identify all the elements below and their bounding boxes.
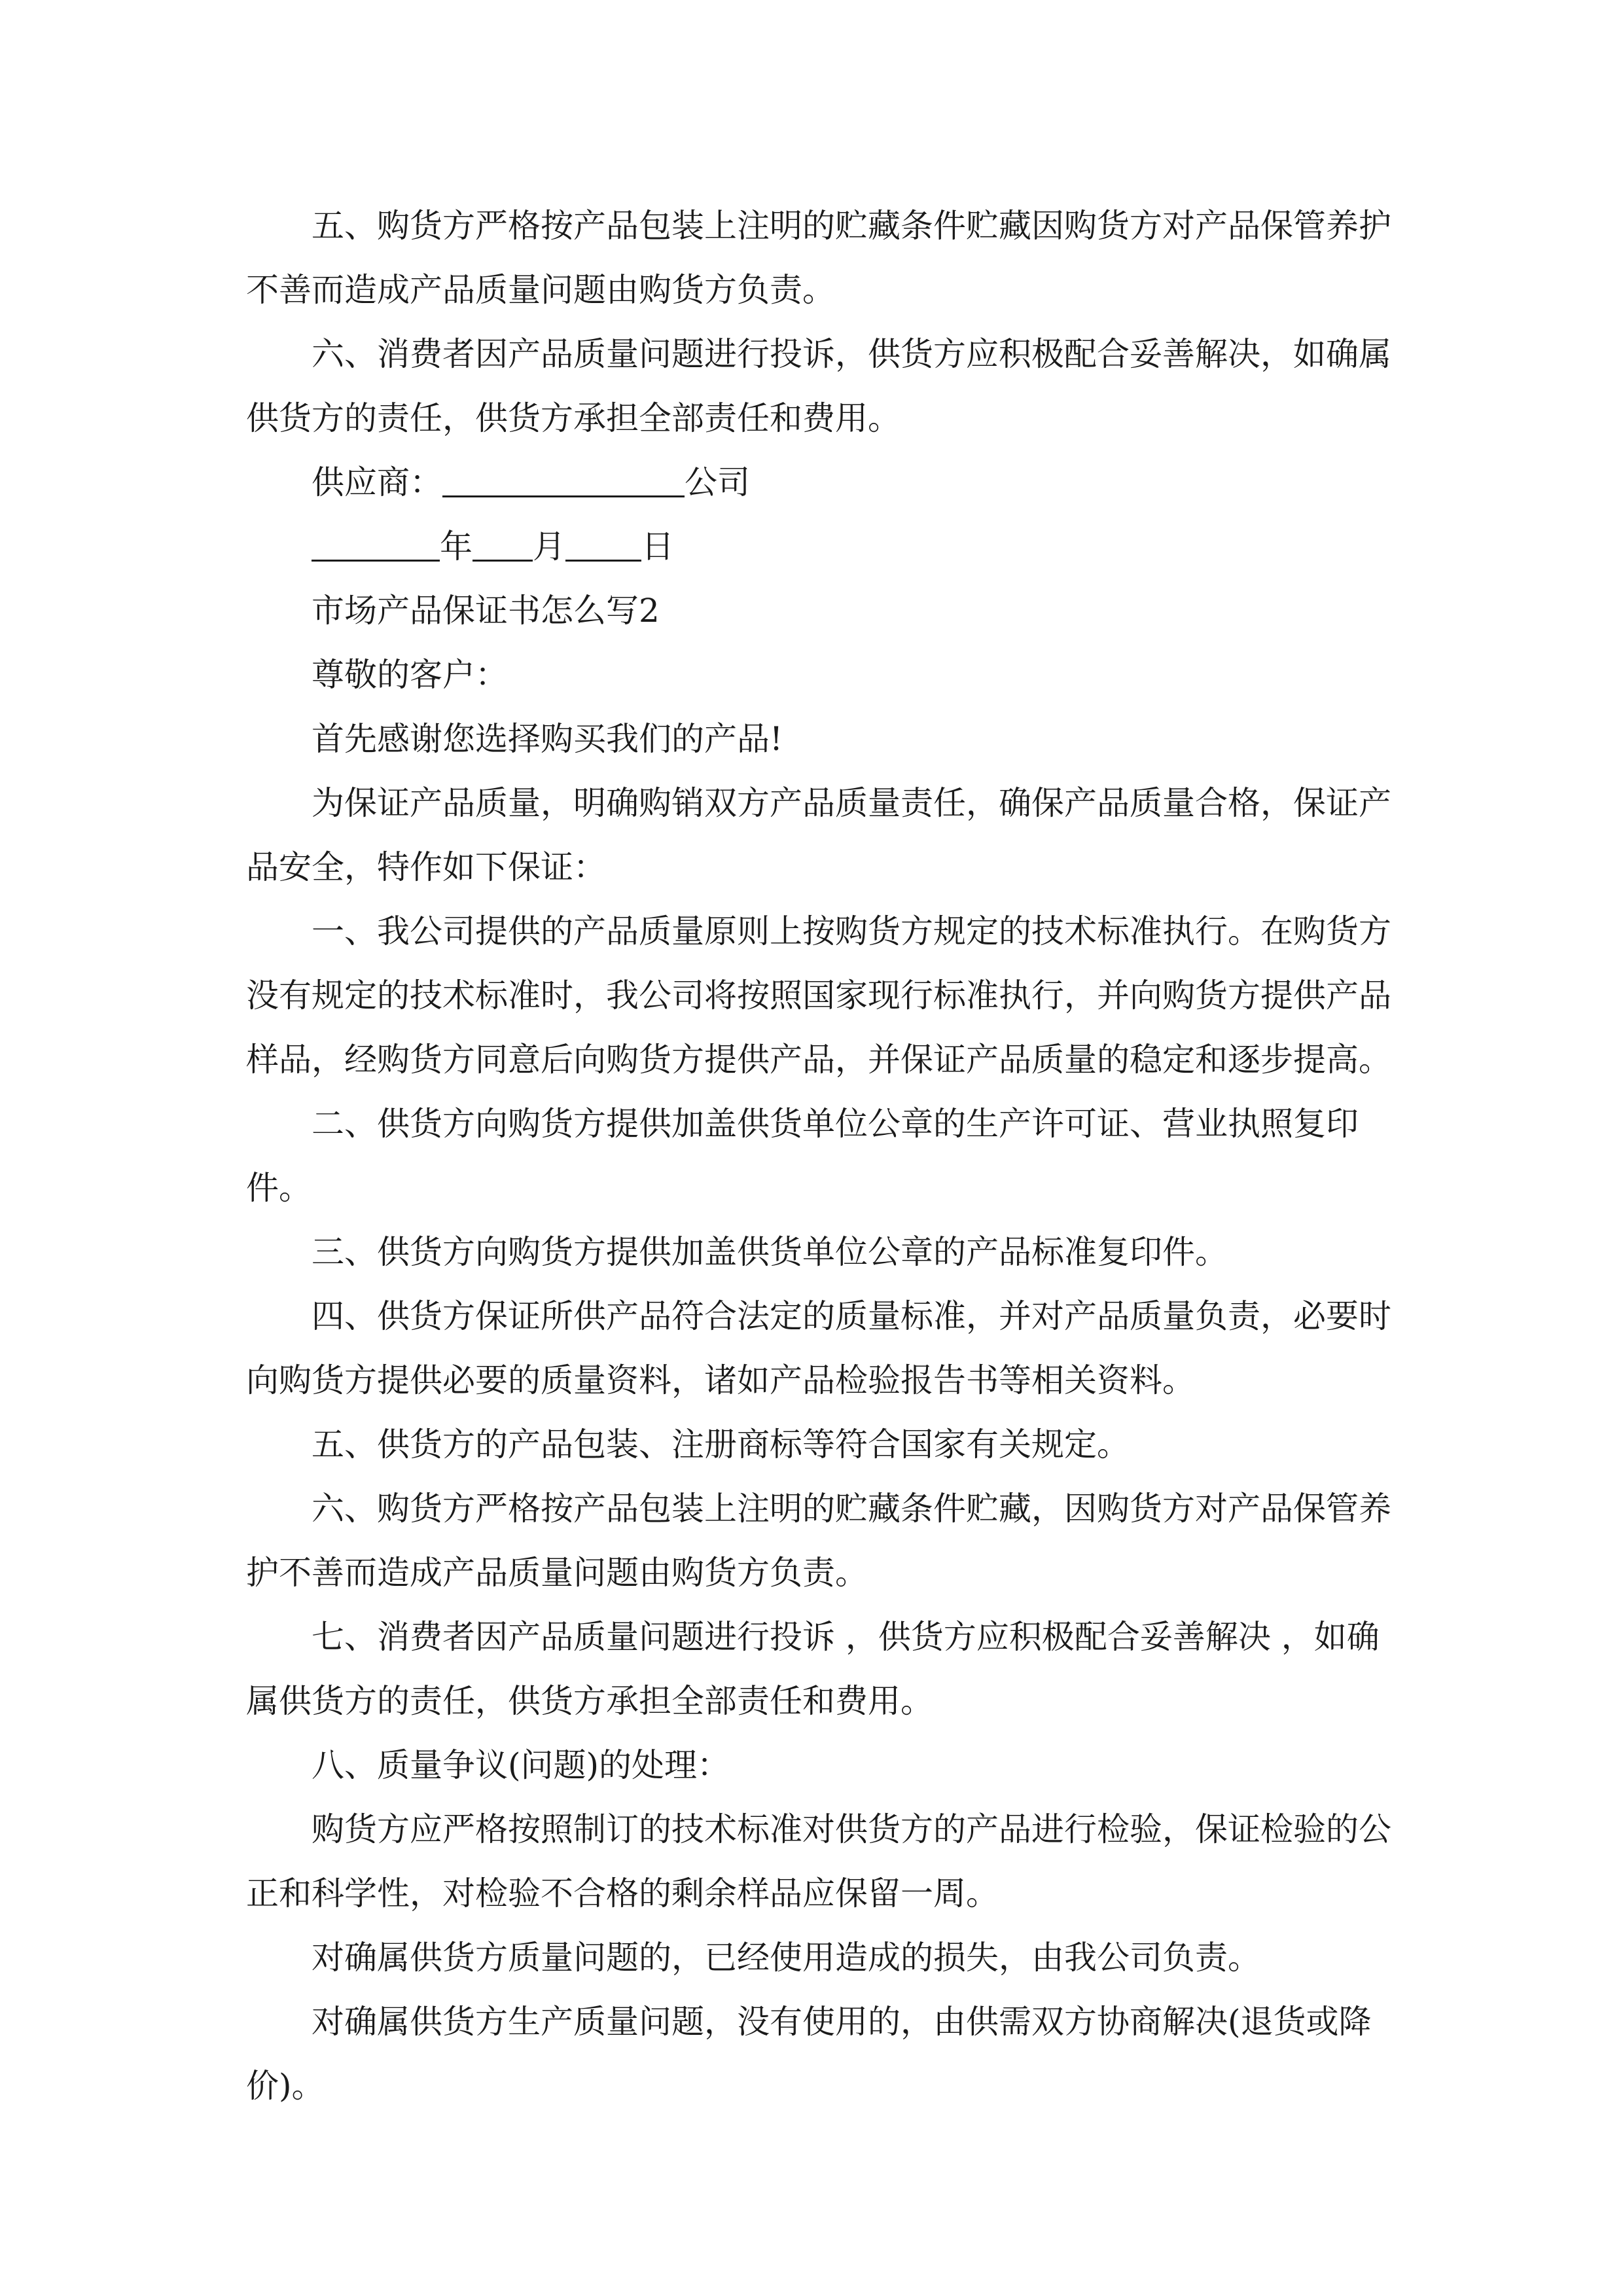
- section-title: 市场产品保证书怎么写2: [312, 592, 660, 630]
- body-paragraph: 六、购货方严格按产品包装上注明的贮藏条件贮藏，因购货方对产品保管养护不善而造成产品质量问题由购货方负责。: [246, 1490, 1391, 1592]
- supplier-line: [246, 450, 1398, 514]
- supplier-suffix: 公司: [685, 463, 750, 501]
- body-paragraph: 首先感谢您选择购买我们的产品!: [312, 720, 783, 758]
- clause-5-part1: 五、购货方严格按产品包装上注明的贮藏条件贮藏因购货方对产品保管养护不善而造成产品质量问题由购货方负责。: [246, 207, 1391, 309]
- month-label: 月: [533, 528, 565, 565]
- body-paragraph: 四、供货方保证所供产品符合法定的质量标准，并对产品质量负责，必要时向购货方提供必要的质量资料，诸如产品检验报告书等相关资料。: [246, 1297, 1391, 1399]
- body-paragraph: 七、消费者因产品质量问题进行投诉 ，供货方应积极配合妥善解决 ，如确属供货方的责任，供货方承担全部责任和费用。: [246, 1618, 1380, 1720]
- body-paragraph: 二、供货方向购货方提供加盖供货单位公章的生产许可证、营业执照复印件。: [246, 1105, 1359, 1207]
- body-paragraph: 对确属供货方生产质量问题，没有使用的，由供需双方协商解决(退货或降价)。: [246, 2003, 1372, 2105]
- body-paragraph: 八、质量争议(问题)的处理：: [312, 1746, 730, 1784]
- year-blank: [312, 522, 440, 562]
- supplier-name-blank: [442, 457, 685, 497]
- body-paragraph: 五、供货方的产品包装、注册商标等符合国家有关规定。: [312, 1426, 1130, 1463]
- salutation: 尊敬的客户：: [312, 656, 508, 694]
- body-paragraph: 对确属供货方质量问题的，已经使用造成的损失，由我公司负责。: [312, 1939, 1260, 1977]
- body-paragraph: 一、我公司提供的产品质量原则上按购货方规定的技术标准执行。在购货方没有规定的技术标准时，我公司将按照国家现行标准执行，并向购货方提供产品样品，经购货方同意后向购货方提供产品，并保证产品质量的稳定和逐步提高。: [246, 912, 1391, 1079]
- body-paragraph: 购货方应严格按照制订的技术标准对供货方的产品进行检验，保证检验的公正和科学性，对检验不合格的剩余样品应保留一周。: [246, 1810, 1391, 1912]
- month-blank: [473, 522, 533, 562]
- supplier-label: 供应商：: [312, 463, 442, 501]
- date-line: [246, 514, 1398, 579]
- clause-6-part1: 六、消费者因产品质量问题进行投诉，供货方应积极配合妥善解决，如确属供货方的责任，供货方承担全部责任和费用。: [246, 335, 1391, 437]
- day-label: 日: [641, 528, 674, 565]
- day-blank: [565, 522, 641, 562]
- year-label: 年: [440, 528, 473, 565]
- document-body: [246, 194, 1398, 2118]
- body-paragraph: 为保证产品质量，明确购销双方产品质量责任，确保产品质量合格，保证产品安全，特作如下保证：: [246, 784, 1391, 886]
- body-paragraph: 三、供货方向购货方提供加盖供货单位公章的产品标准复印件。: [312, 1233, 1228, 1271]
